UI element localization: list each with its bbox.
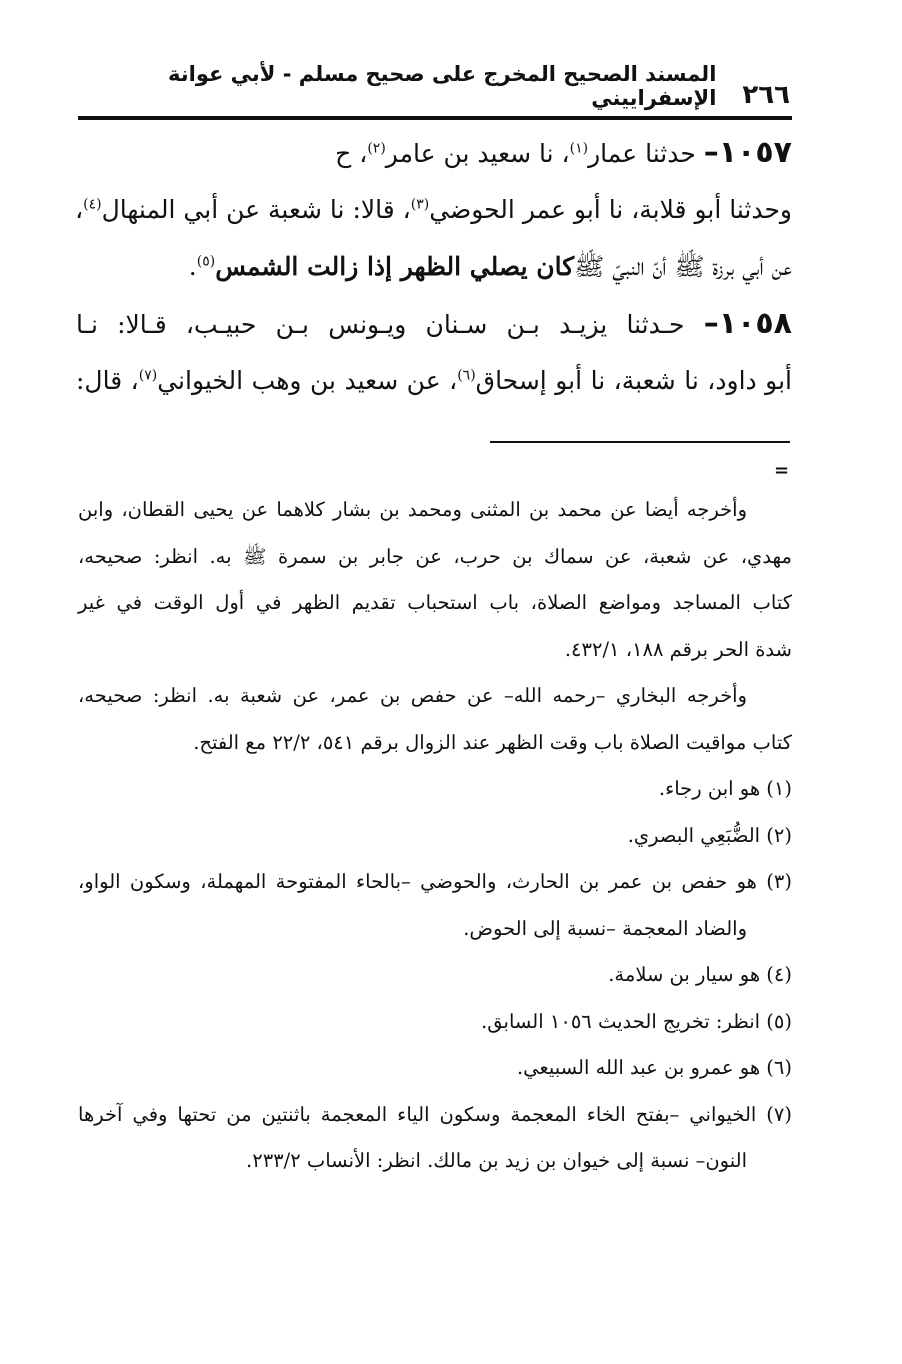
text-segment: ،	[75, 195, 84, 224]
footnote-3-continued: والضاد المعجمة –نسبة إلى الحوض.	[463, 916, 747, 940]
text-segment: حدثنا عمار	[588, 139, 696, 168]
footnote-marker-4: (٤)	[83, 196, 102, 213]
continuation-mark: =	[774, 460, 790, 481]
footnote-line: كتاب مواقيت الصلاة باب وقت الظهر عند الزوال برقم ٥٤١، ٢٢/٢ مع الفتح.	[193, 730, 792, 754]
text-segment: ، نا سعيد بن عامر	[385, 139, 570, 168]
footnote-7-continued: النون– نسبة إلى خيوان بن زيد بن مالك. انظر: الأنساب ٢٣٣/٢.	[246, 1149, 747, 1172]
footnote-7: (٧) الخيواني –بفتح الخاء المعجمة وسكون الياء المعجمة باثنتين من تحتها وفي آخرها	[78, 1102, 792, 1126]
text-segment: ، عن سعيد بن وهب الخيواني	[157, 366, 458, 395]
footnote-1: (١) هو ابن رجاء.	[658, 777, 792, 800]
hadith-1057-line-1	[76, 124, 792, 181]
text-segment: ، ح	[335, 139, 368, 168]
hadith-number-1057: ١٠٥٧–	[703, 135, 792, 170]
text-segment: ، قالا: نا شعبة عن أبي المنهال	[101, 195, 411, 224]
footnote-line: كتاب المساجد ومواضع الصلاة، باب استحباب تقديم الظهر في أول الوقت في غير	[78, 591, 792, 614]
text-segment: عن أبي برزة ﷺ أنّ النبيّ ﷺ	[574, 252, 792, 281]
footnote-marker-7: (٧)	[138, 367, 158, 384]
footnote-line: وأخرجه أيضا عن محمد بن المثنى ومحمد بن بشار كلاهما عن يحيى القطان، وابن	[78, 498, 747, 521]
hadith-1057-line-2	[76, 181, 792, 238]
footnote-line: مهدي، عن شعبة، عن سماك بن حرب، عن جابر بن سمرة ﷺ به. انظر: صحيحه،	[78, 544, 792, 568]
text-segment: .	[188, 252, 197, 281]
footnote-4: (٤) هو سيار بن سلامة.	[608, 963, 792, 986]
footnote-5: (٥) انظر: تخريج الحديث ١٠٥٦ السابق.	[481, 1009, 792, 1033]
hadith-1058-line-1	[76, 295, 792, 352]
footnote-marker-6: (٦)	[457, 367, 476, 384]
header-rule	[78, 116, 792, 120]
hadith-matn: كان يصلي الظهر إذا زالت الشمس	[215, 252, 575, 281]
running-title: المسند الصحيح المخرج على صحيح مسلم - لأبي عوانة الإسفراييني	[168, 62, 717, 110]
hadith-1057-line-3	[76, 238, 792, 295]
footnote-3: (٣) هو حفص بن عمر بن الحارث، والحوضي –بالحاء المفتوحة المهملة، وسكون الواو،	[78, 870, 792, 893]
page-number: ٢٦٦	[742, 80, 790, 110]
hadith-1058-line-2	[76, 352, 792, 409]
main-text	[76, 124, 792, 409]
footnote-rule	[490, 441, 790, 443]
text-segment: ، قال:	[76, 366, 139, 395]
hadith-number-1058: ١٠٥٨–	[703, 306, 792, 341]
footnote-line: شدة الحر برقم ١٨٨، ٤٣٢/١.	[564, 637, 792, 661]
footnote-line: وأخرجه البخاري –رحمه الله– عن حفص بن عمر، عن شعبة به. انظر: صحيحه،	[78, 684, 747, 707]
text-segment: حـدثنا يزيـد بـن سـنان ويـونس بـن حبيـب، قـالا: نـا	[76, 310, 685, 339]
text-segment: وحدثنا أبو قلابة، نا أبو عمر الحوضي	[429, 195, 792, 224]
footnote-marker-1: (١)	[569, 140, 589, 157]
footnote-marker-2: (٢)	[367, 140, 386, 157]
footnote-6: (٦) هو عمرو بن عبد الله السبيعي.	[516, 1056, 792, 1079]
footnote-marker-5: (٥)	[196, 253, 216, 270]
footnotes	[78, 487, 792, 1185]
page-header	[150, 62, 790, 110]
footnote-marker-3: (٣)	[410, 196, 430, 213]
footnote-2: (٢) الضُّبَعِي البصري.	[627, 823, 792, 847]
text-segment: أبو داود، نا شعبة، نا أبو إسحاق	[475, 366, 792, 395]
